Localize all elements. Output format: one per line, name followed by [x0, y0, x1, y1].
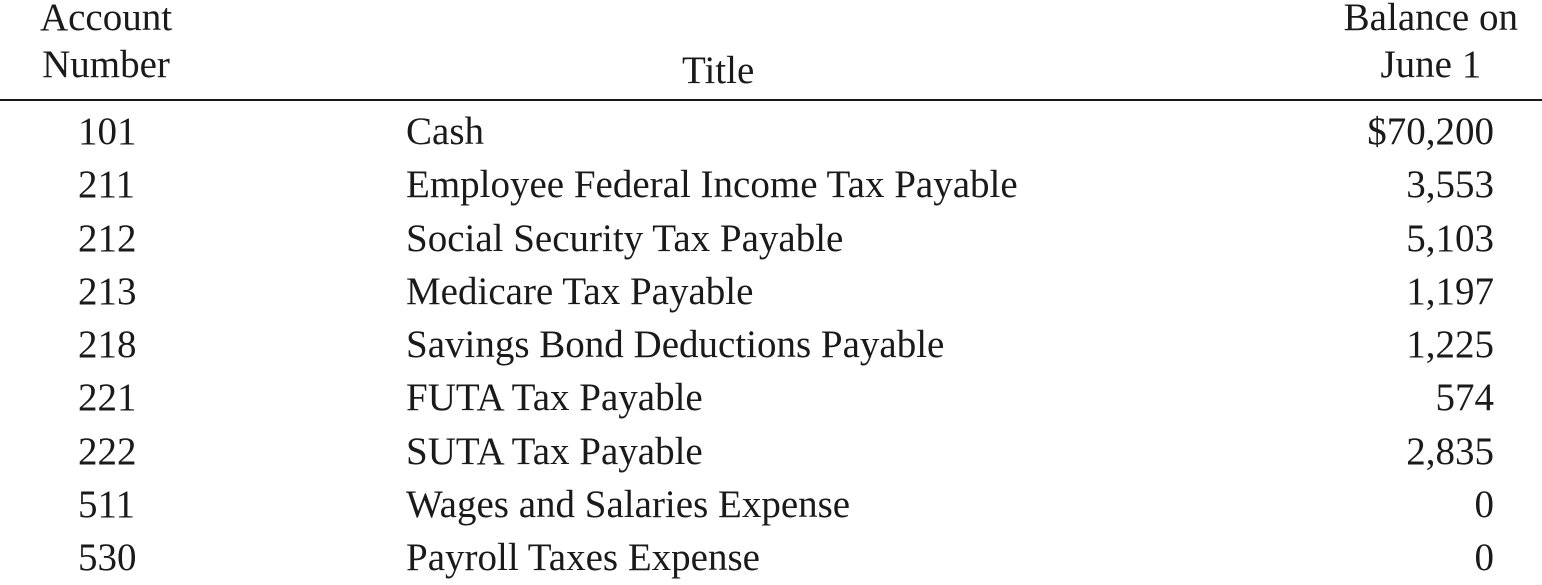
account-number-cell: 218 — [78, 323, 137, 367]
header-account-line2: Number — [42, 43, 170, 86]
table-row — [0, 371, 1542, 424]
account-number-cell: 101 — [78, 110, 137, 153]
table-row — [0, 105, 1542, 158]
table-body — [0, 105, 1542, 585]
account-number-cell: 211 — [78, 163, 136, 207]
account-number-cell: 221 — [78, 376, 137, 420]
account-title-cell: Cash — [406, 110, 484, 153]
account-number-cell: 530 — [78, 536, 137, 580]
table-row — [0, 212, 1542, 265]
account-title-cell: Social Security Tax Payable — [406, 216, 844, 260]
account-number-cell: 511 — [78, 483, 136, 527]
header-title: Title — [682, 49, 755, 92]
balance-cell: 5,103 — [1406, 216, 1494, 260]
table-row — [0, 158, 1542, 211]
balance-cell: 1,197 — [1406, 269, 1494, 313]
balance-cell: 3,553 — [1406, 163, 1494, 207]
balance-cell: 2,835 — [1406, 429, 1494, 473]
header-account-number — [26, 0, 186, 88]
table-row — [0, 425, 1542, 478]
account-title-cell: SUTA Tax Payable — [406, 429, 703, 473]
balance-cell: 1,225 — [1406, 323, 1494, 367]
header-balance-line2: June 1 — [1380, 43, 1482, 86]
balance-cell: 0 — [1474, 536, 1494, 580]
header-balance — [1344, 0, 1518, 88]
account-number-cell: 222 — [78, 429, 137, 473]
account-number-cell: 212 — [78, 216, 137, 260]
balance-cell: 0 — [1474, 483, 1494, 527]
header-account-line1: Account — [39, 0, 173, 39]
header-rule — [0, 99, 1542, 101]
account-title-cell: Savings Bond Deductions Payable — [406, 323, 945, 367]
account-title-cell: Wages and Salaries Expense — [406, 483, 851, 527]
balance-cell: 574 — [1435, 376, 1494, 420]
table-row — [0, 478, 1542, 531]
header-balance-line1: Balance on — [1343, 0, 1518, 39]
account-title-cell: Medicare Tax Payable — [406, 269, 754, 313]
account-title-cell: Employee Federal Income Tax Payable — [406, 163, 1018, 207]
table-row — [0, 265, 1542, 318]
account-number-cell: 213 — [78, 269, 137, 313]
account-title-cell: FUTA Tax Payable — [406, 376, 703, 420]
balance-cell: $70,200 — [1367, 110, 1494, 153]
table-row — [0, 318, 1542, 371]
table-row — [0, 531, 1542, 584]
account-title-cell: Payroll Taxes Expense — [406, 536, 760, 580]
